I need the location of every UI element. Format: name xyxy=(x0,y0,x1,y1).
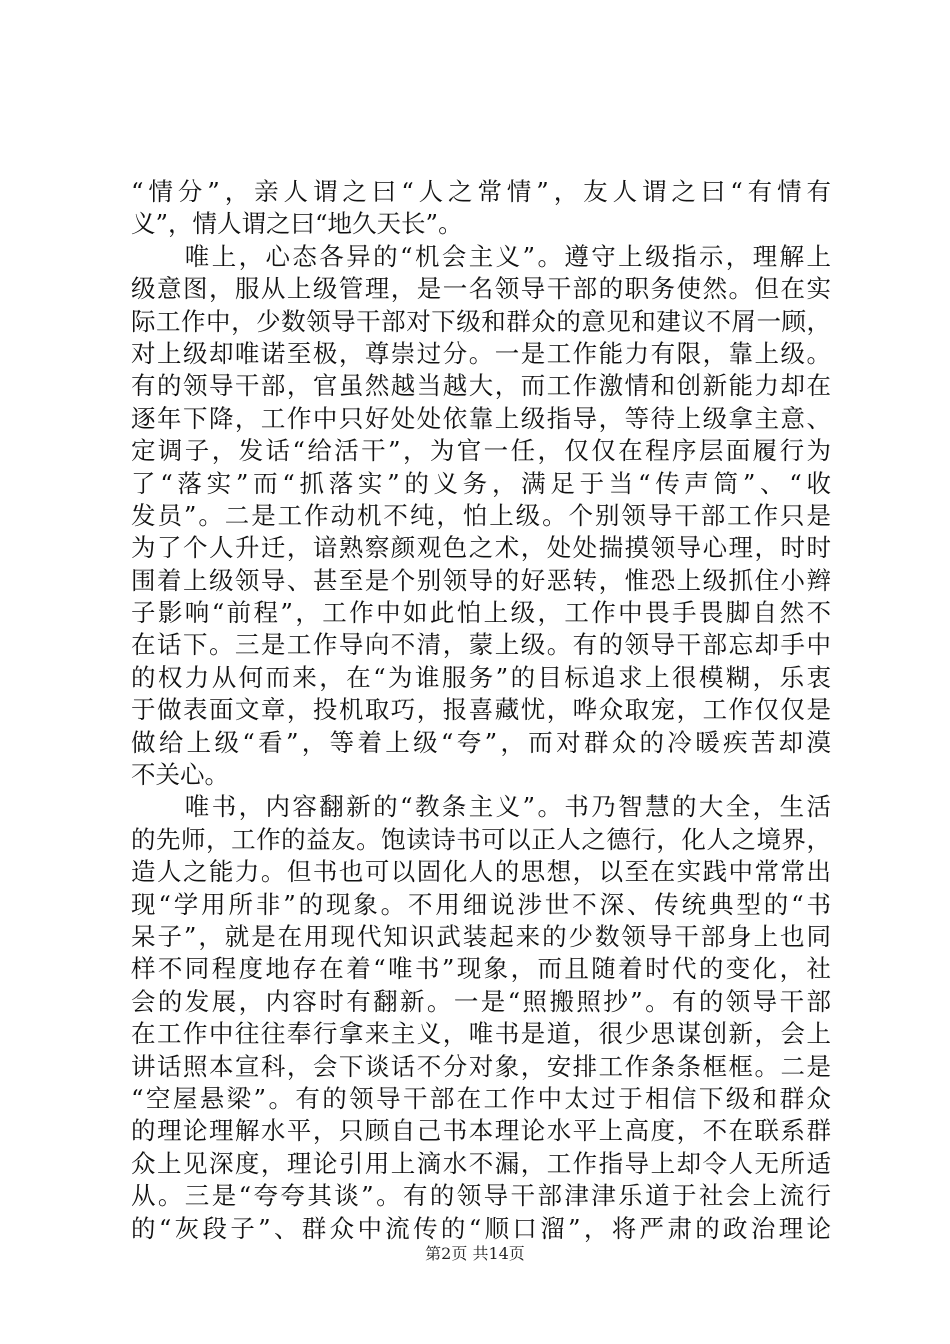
text-line: 造人之能力。但书也可以固化人的思想，以至在实践中常常出 xyxy=(131,857,831,887)
text-line: 样不同程度地存在着“唯书”现象，而且随着时代的变化，社 xyxy=(131,954,831,984)
text-line: 会的发展，内容时有翻新。一是“照搬照抄”。有的领导干部 xyxy=(131,986,831,1016)
document-body xyxy=(131,176,831,1245)
text-line: 在话下。三是工作导向不清，蒙上级。有的领导干部忘却手中 xyxy=(131,630,831,660)
text-line: 的权力从何而来，在“为谁服务”的目标追求上很模糊，乐衷 xyxy=(131,662,831,692)
text-line: 讲话照本宣科，会下谈话不分对象，安排工作条条框框。二是 xyxy=(131,1051,831,1081)
text-line: “空屋悬梁”。有的领导干部在工作中太过于相信下级和群众 xyxy=(131,1083,831,1113)
text-line: 定调子，发话“给活干”，为官一任，仅仅在程序层面履行为 xyxy=(131,436,831,466)
text-line: 有的领导干部，官虽然越当越大，而工作激情和创新能力却在 xyxy=(131,371,831,401)
text-line: 际工作中，少数领导干部对下级和群众的意见和建议不屑一顾， xyxy=(131,306,831,336)
page-number-footer: 第2页 共14页 xyxy=(425,1244,525,1263)
text-line: 义”，情人谓之曰“地久天长”。 xyxy=(131,209,463,239)
text-line: 呆子”，就是在用现代知识武装起来的少数领导干部身上也同 xyxy=(131,921,831,951)
text-line: 围着上级领导、甚至是个别领导的好恶转，惟恐上级抓住小辫 xyxy=(131,565,831,595)
text-line: 的“灰段子”、群众中流传的“顺口溜”，将严肃的政治理论 xyxy=(131,1213,831,1243)
text-line: 从。三是“夸夸其谈”。有的领导干部津津乐道于社会上流行 xyxy=(131,1181,831,1211)
text-line: 的理论理解水平，只顾自己书本理论水平上高度，不在联系群 xyxy=(131,1116,831,1146)
text-line: 发员”。二是工作动机不纯，怕上级。个别领导干部工作只是 xyxy=(131,500,831,530)
text-line: 众上见深度，理论引用上滴水不漏，工作指导上却令人无所适 xyxy=(131,1148,831,1178)
text-line: 于做表面文章，投机取巧，报喜藏忧，哗众取宠，工作仅仅是 xyxy=(131,695,831,725)
text-line: 在工作中往往奉行拿来主义，唯书是道，很少思谋创新，会上 xyxy=(131,1019,831,1049)
text-line: 为了个人升迁，谙熟察颜观色之术，处处揣摸领导心理，时时 xyxy=(131,533,831,563)
text-line: 做给上级“看”，等着上级“夸”，而对群众的冷暖疾苦却漠 xyxy=(131,727,831,757)
text-line: 对上级却唯诺至极，尊崇过分。一是工作能力有限，靠上级。 xyxy=(131,338,831,368)
text-line: 级意图，服从上级管理，是一名领导干部的职务使然。但在实 xyxy=(131,274,831,304)
text-line: 现“学用所非”的现象。不用细说涉世不深、传统典型的“书 xyxy=(131,889,831,919)
text-line: 唯上，心态各异的“机会主义”。遵守上级指示，理解上 xyxy=(131,241,831,271)
text-line: 唯书，内容翻新的“教条主义”。书乃智慧的大全，生活 xyxy=(131,792,831,822)
text-line: 子影响“前程”，工作中如此怕上级，工作中畏手畏脚自然不 xyxy=(131,598,831,628)
text-line: “情分”，亲人谓之曰“人之常情”，友人谓之曰“有情有 xyxy=(131,177,831,206)
text-line: 了“落实”而“抓落实”的义务，满足于当“传声筒”、“收 xyxy=(131,468,831,498)
text-line: 的先师，工作的益友。饱读诗书可以正人之德行，化人之境界， xyxy=(131,824,831,854)
text-line: 逐年下降，工作中只好处处依靠上级指导，等待上级拿主意、 xyxy=(131,403,831,433)
text-line: 不关心。 xyxy=(131,760,229,790)
